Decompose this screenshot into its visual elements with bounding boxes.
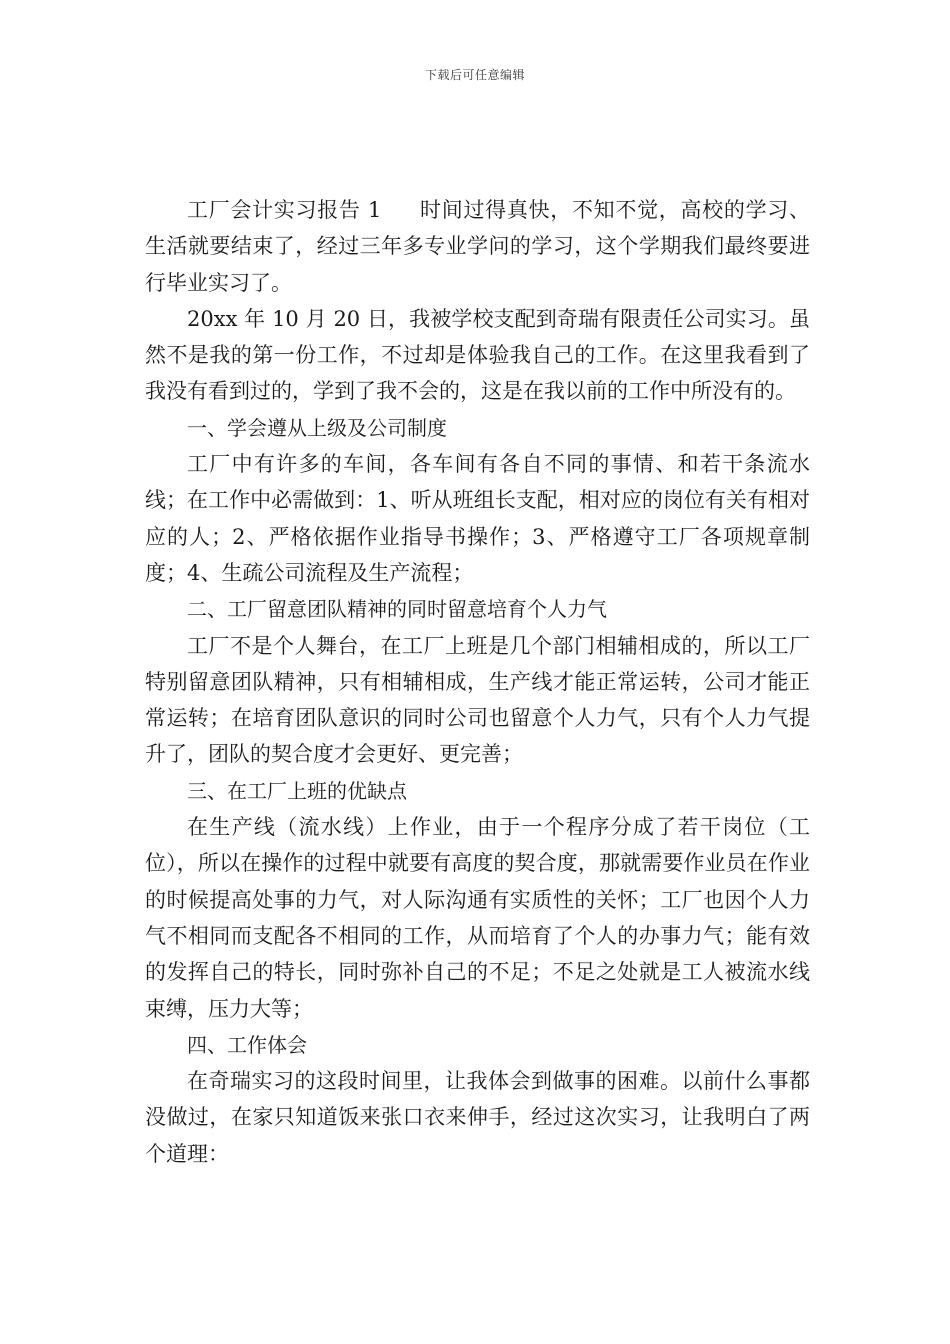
paragraph-rules: 工厂中有许多的车间，各车间有各自不同的事情、和若干条流水线；在工作中必需做到：1、听从班组长支配，相对应的岗位有关有相对应的人；2、严格依据作业指导书操作；3、严格遵守工厂各项规章制度；4、生疏公司流程及生产流程； — [145, 452, 810, 585]
paragraph-teamwork: 工厂不是个人舞台，在工厂上班是几个部门相辅相成的，所以工厂特别留意团队精神，只有相辅相成，生产线才能正常运转，公司才能正常运转；在培育团队意识的同时公司也留意个人力气，只有个人力气提升了，团队的契合度才会更好、更完善； — [145, 633, 810, 767]
intro-paragraph — [145, 192, 810, 301]
section-heading-4: 四、工作体会 — [187, 1032, 307, 1057]
document-body — [145, 192, 810, 1172]
intro-text: 时间过得真快，不知不觉，高校的学习、生活就要结束了，经过三年多专业学问的学习，这个学期我们最终要进行毕业实习了。 — [145, 198, 810, 295]
paragraph-pros-cons: 在生产线（流水线）上作业，由于一个程序分成了若干岗位（工位），所以在操作的过程中就要有高度的契合度，那就需要作业员在作业的时候提高处事的力气，对人际沟通有实质性的关怀；工厂也因个人力气不相同而支配各不相同的工作，从而培育了个人的办事力气；能有效的发挥自己的特长，同时弥补自己的不足；不足之处就是工人被流水线束缚，压力大等； — [145, 815, 810, 1021]
paragraph-assignment: 20xx 年 10 月 20 日，我被学校支配到奇瑞有限责任公司实习。虽然不是我的第一份工作，不过却是体验我自己的工作。在这里我看到了我没有看到过的，学到了我不会的，这是在我以前的工作中所没有的。 — [145, 306, 810, 404]
paragraph-experience: 在奇瑞实习的这段时间里，让我体会到做事的困难。以前什么事都没做过，在家只知道饭来张口衣来伸手，经过这次实习，让我明白了两个道理： — [145, 1069, 810, 1166]
section-heading-3: 三、在工厂上班的优缺点 — [187, 778, 407, 803]
document-title: 工厂会计实习报告 1 — [187, 198, 382, 222]
section-heading-1: 一、学会遵从上级及公司制度 — [187, 415, 447, 440]
page-header: 下载后可任意编辑 — [424, 68, 525, 82]
section-heading-2: 二、工厂留意团队精神的同时留意培育个人力气 — [187, 597, 607, 622]
